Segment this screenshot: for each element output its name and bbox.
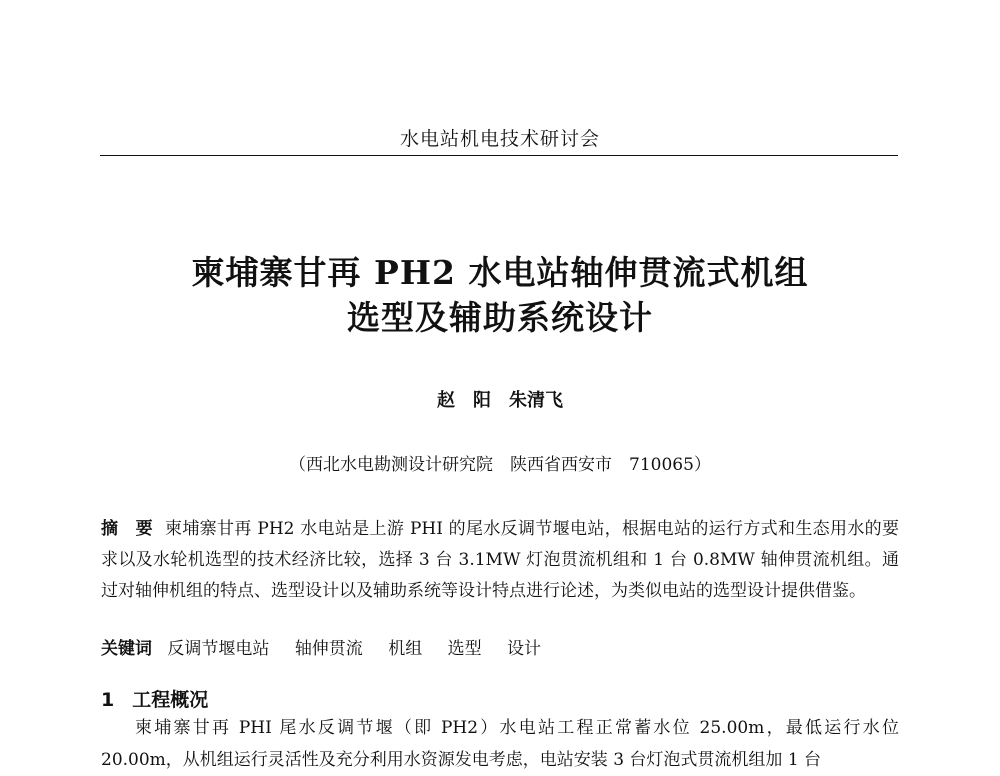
keyword: 机组 bbox=[388, 639, 423, 659]
keyword: 反调节堰电站 bbox=[167, 639, 270, 659]
keyword: 设计 bbox=[507, 639, 542, 659]
paper-title-line-1: 柬埔寨甘再 PH2 水电站轴伸贯流式机组 bbox=[191, 253, 809, 292]
keywords bbox=[101, 634, 899, 659]
body-paragraph: 柬埔寨甘再 PHI 尾水反调节堰（即 PH2）水电站工程正常蓄水位 25.00m，最低运行水位 20.00m，从机组运行灵活性及充分利用水资源发电考虑，电站安装 3 台灯泡式贯流机组加 1 台 bbox=[101, 718, 899, 770]
keywords-label: 关键词 bbox=[101, 639, 152, 659]
abstract-label: 摘 要 bbox=[101, 519, 153, 539]
authors: 赵 阳 朱清飞 bbox=[437, 390, 563, 411]
paper-title-line-2: 选型及辅助系统设计 bbox=[347, 298, 653, 337]
keyword: 选型 bbox=[447, 639, 482, 659]
running-header: 水电站机电技术研讨会 bbox=[399, 128, 600, 150]
section-heading bbox=[101, 685, 208, 712]
abstract bbox=[101, 514, 899, 607]
header-rule bbox=[100, 155, 898, 156]
affiliation: （西北水电勘测设计研究院 陕西省西安市 710065） bbox=[289, 455, 711, 475]
section-number: 1 bbox=[101, 689, 115, 711]
keyword: 轴伸贯流 bbox=[294, 639, 363, 659]
section-title: 工程概况 bbox=[132, 689, 209, 711]
abstract-text: 柬埔寨甘再 PH2 水电站是上游 PHI 的尾水反调节堰电站，根据电站的运行方式和生态用水的要求以及水轮机选型的技术经济比较，选择 3 台 3.1MW 灯泡贯流机组和 1 台 0.8MW 轴伸贯流机组。通过对轴伸机组的特点、选型设计以及辅助系统等设计特点进行论述，为类似电站的选型设计提供借鉴。 bbox=[101, 519, 899, 601]
